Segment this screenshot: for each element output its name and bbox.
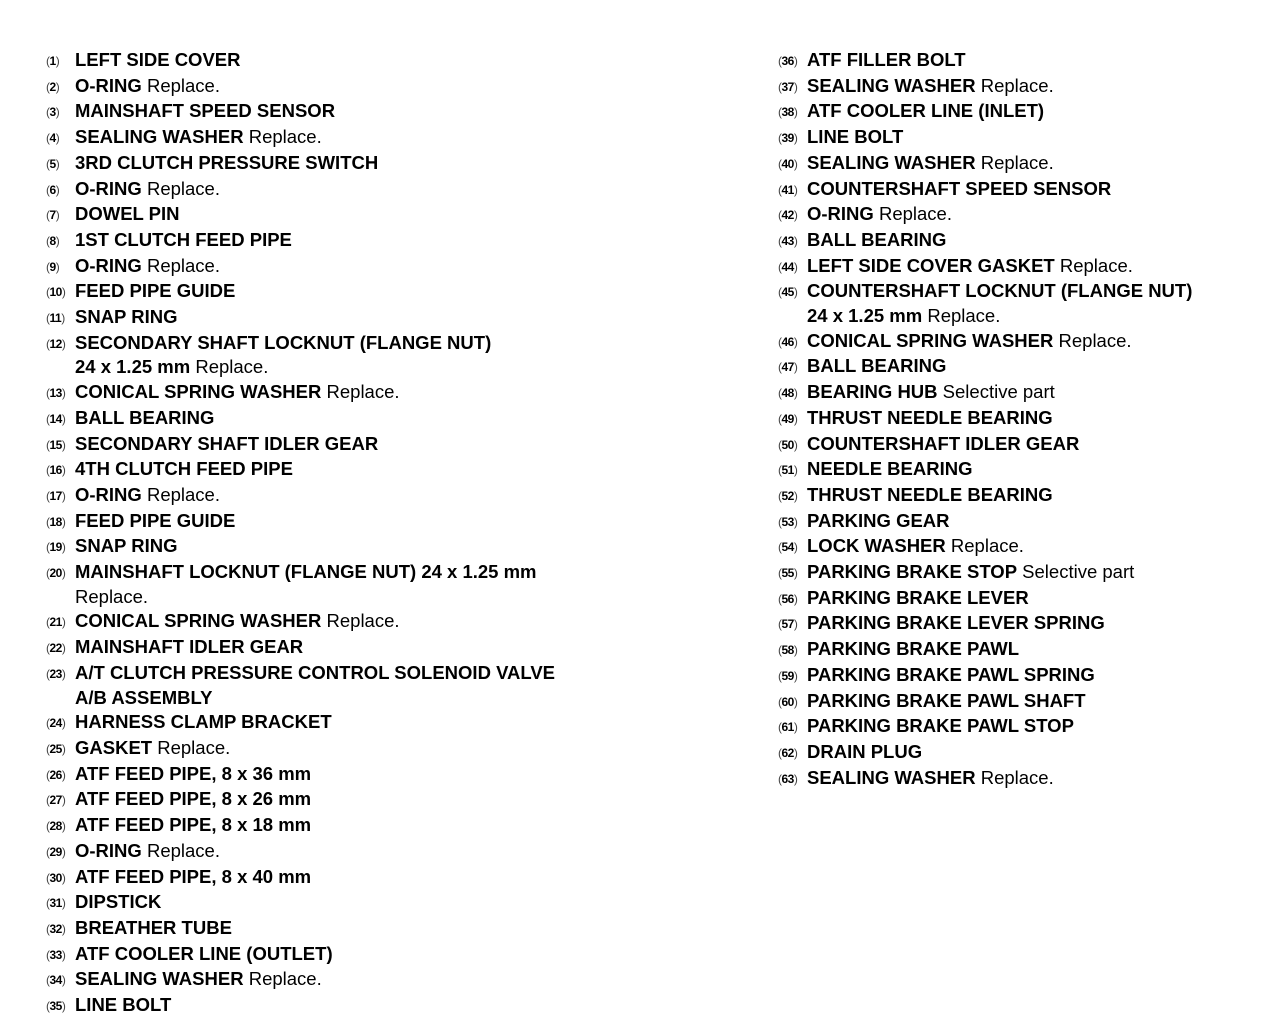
part-name: MAINSHAFT IDLER GEAR xyxy=(75,636,304,658)
part-name: O-RING xyxy=(75,839,142,861)
part-name: LEFT SIDE COVER xyxy=(75,49,241,70)
part-name: COUNTERSHAFT LOCKNUT (FLANGE NUT) xyxy=(807,280,1193,302)
part-number: ( 59 ) xyxy=(778,663,807,689)
part-number: ( 61 ) xyxy=(778,714,807,740)
part-note: Replace. xyxy=(157,736,231,758)
part-description xyxy=(807,125,903,150)
part-list-item xyxy=(46,99,686,125)
part-list-item xyxy=(778,637,1268,663)
part-name: COUNTERSHAFT SPEED SENSOR xyxy=(807,177,1112,199)
part-list-item xyxy=(46,787,686,813)
part-name: PARKING BRAKE PAWL STOP xyxy=(807,715,1074,737)
part-name: CONICAL SPRING WASHER xyxy=(75,610,322,632)
part-note: Replace. xyxy=(146,254,220,276)
part-list-item xyxy=(46,509,686,535)
part-note: Replace. xyxy=(980,74,1054,96)
part-description xyxy=(807,740,922,765)
part-description xyxy=(75,305,177,330)
part-description xyxy=(75,151,378,176)
part-list-item xyxy=(778,560,1268,586)
part-description-line xyxy=(807,279,1192,304)
parts-list-right-column xyxy=(778,48,1268,791)
part-list-item xyxy=(778,354,1268,380)
part-list-item xyxy=(778,380,1268,406)
part-list-item xyxy=(46,813,686,839)
part-name: 4TH CLUTCH FEED PIPE xyxy=(75,458,293,480)
part-list-item xyxy=(778,177,1268,203)
part-name: SNAP RING xyxy=(75,535,178,557)
part-name: O-RING xyxy=(75,177,142,199)
part-number: ( 33 ) xyxy=(46,942,75,968)
part-description xyxy=(807,457,973,482)
part-name: BALL BEARING xyxy=(807,228,947,250)
part-number: ( 38 ) xyxy=(778,99,807,125)
part-number: ( 46 ) xyxy=(778,329,807,355)
part-list-item xyxy=(46,254,686,280)
part-number: ( 22 ) xyxy=(46,635,75,661)
part-number: ( 41 ) xyxy=(778,177,807,203)
part-description xyxy=(75,331,491,380)
part-number: ( 28 ) xyxy=(46,813,75,839)
part-list-item xyxy=(46,839,686,865)
part-list-item xyxy=(46,993,686,1019)
part-description-line xyxy=(75,661,555,686)
part-number: ( 12 ) xyxy=(46,331,75,357)
part-description xyxy=(807,48,966,73)
part-list-item xyxy=(778,509,1268,535)
part-number: ( 56 ) xyxy=(778,586,807,612)
part-description xyxy=(75,942,333,967)
part-name: ATF COOLER LINE (INLET) xyxy=(807,100,1045,122)
part-list-item xyxy=(778,432,1268,458)
part-note: Replace. xyxy=(146,483,220,505)
part-description xyxy=(75,74,220,99)
part-list-item xyxy=(46,560,686,609)
part-note: Replace. xyxy=(75,585,149,607)
part-number: ( 62 ) xyxy=(778,740,807,766)
part-number: ( 27 ) xyxy=(46,787,75,813)
part-list-item xyxy=(46,125,686,151)
part-description xyxy=(75,635,303,660)
part-number: ( 39 ) xyxy=(778,125,807,151)
part-name-continued: 24 x 1.25 mm xyxy=(807,305,923,327)
part-description xyxy=(75,48,241,73)
part-description xyxy=(75,406,214,431)
part-name: LINE BOLT xyxy=(807,126,904,148)
part-description xyxy=(75,509,235,534)
part-list-item xyxy=(46,916,686,942)
part-number: ( 51 ) xyxy=(778,457,807,483)
part-note: Replace. xyxy=(146,74,220,96)
part-description xyxy=(75,916,232,941)
part-number: ( 13 ) xyxy=(46,380,75,406)
part-number: ( 10 ) xyxy=(46,279,75,305)
part-list-item xyxy=(778,766,1268,792)
part-list-item xyxy=(46,331,686,380)
part-name: ATF FEED PIPE, 8 x 40 mm xyxy=(75,865,312,887)
part-name: THRUST NEEDLE BEARING xyxy=(807,406,1053,428)
part-number: ( 4 ) xyxy=(46,125,75,151)
part-name-continued: A/B ASSEMBLY xyxy=(75,686,213,708)
part-name: PARKING BRAKE PAWL SPRING xyxy=(807,663,1095,685)
part-list-item xyxy=(46,305,686,331)
part-name: THRUST NEEDLE BEARING xyxy=(807,483,1053,505)
part-number: ( 23 ) xyxy=(46,661,75,687)
part-note: Replace. xyxy=(326,610,400,632)
part-list-item xyxy=(778,714,1268,740)
part-description-line xyxy=(75,331,491,356)
part-name: MAINSHAFT SPEED SENSOR xyxy=(75,100,336,122)
part-list-item xyxy=(46,228,686,254)
parts-list-left-column xyxy=(46,48,686,1019)
part-list-item xyxy=(46,609,686,635)
part-name: PARKING BRAKE PAWL xyxy=(807,638,1020,660)
part-description xyxy=(75,380,400,405)
part-name: DIPSTICK xyxy=(75,891,162,913)
part-name: CONICAL SPRING WASHER xyxy=(75,381,322,403)
part-list-item xyxy=(46,483,686,509)
part-list-item xyxy=(778,586,1268,612)
part-note: Replace. xyxy=(248,968,322,990)
part-name: O-RING xyxy=(75,254,142,276)
part-list-item xyxy=(46,534,686,560)
part-description xyxy=(75,228,292,253)
part-list-item xyxy=(778,254,1268,280)
part-number: ( 55 ) xyxy=(778,560,807,586)
part-name: A/T CLUTCH PRESSURE CONTROL SOLENOID VALVE xyxy=(75,661,555,683)
part-name: O-RING xyxy=(807,203,874,225)
part-description xyxy=(807,279,1192,328)
part-note: Replace. xyxy=(146,177,220,199)
part-list-item xyxy=(46,380,686,406)
part-number: ( 17 ) xyxy=(46,483,75,509)
part-number: ( 35 ) xyxy=(46,993,75,1019)
part-description xyxy=(75,710,332,735)
part-number: ( 37 ) xyxy=(778,74,807,100)
part-description xyxy=(75,813,311,838)
part-list-item xyxy=(778,202,1268,228)
part-list-item xyxy=(778,663,1268,689)
part-number: ( 63 ) xyxy=(778,766,807,792)
part-name: FEED PIPE GUIDE xyxy=(75,509,236,531)
part-number: ( 58 ) xyxy=(778,637,807,663)
part-note: Selective part xyxy=(1022,561,1135,583)
part-list-item xyxy=(46,710,686,736)
part-number: ( 26 ) xyxy=(46,762,75,788)
part-description xyxy=(75,890,161,915)
part-description xyxy=(807,611,1105,636)
part-name: PARKING BRAKE PAWL SHAFT xyxy=(807,689,1086,711)
part-description xyxy=(807,354,946,379)
part-name: PARKING GEAR xyxy=(807,509,950,531)
part-number: ( 14 ) xyxy=(46,406,75,432)
part-description xyxy=(75,457,293,482)
part-name: DOWEL PIN xyxy=(75,203,180,225)
part-number: ( 15 ) xyxy=(46,432,75,458)
part-description-line xyxy=(75,686,555,711)
part-description-line xyxy=(807,304,1192,329)
part-description xyxy=(807,99,1044,124)
part-description xyxy=(807,766,1054,791)
part-name: MAINSHAFT LOCKNUT (FLANGE NUT) 24 x 1.25 mm xyxy=(75,561,537,583)
part-list-item xyxy=(46,942,686,968)
part-name: SEALING WASHER xyxy=(807,766,976,788)
part-number: ( 49 ) xyxy=(778,406,807,432)
part-list-item xyxy=(46,432,686,458)
part-description xyxy=(75,177,220,202)
part-number: ( 42 ) xyxy=(778,202,807,228)
part-number: ( 3 ) xyxy=(46,99,75,125)
part-description xyxy=(807,254,1133,279)
part-description xyxy=(807,202,952,227)
part-number: ( 48 ) xyxy=(778,380,807,406)
part-description xyxy=(75,432,378,457)
part-number: ( 50 ) xyxy=(778,432,807,458)
part-number: ( 36 ) xyxy=(778,48,807,74)
part-description xyxy=(807,329,1132,354)
part-number: ( 60 ) xyxy=(778,689,807,715)
part-name: SECONDARY SHAFT LOCKNUT (FLANGE NUT) xyxy=(75,331,492,353)
part-number: ( 6 ) xyxy=(46,177,75,203)
part-description xyxy=(75,609,400,634)
part-description xyxy=(75,125,322,150)
part-description xyxy=(807,509,950,534)
part-number: ( 47 ) xyxy=(778,354,807,380)
part-description xyxy=(807,228,946,253)
part-name: SECONDARY SHAFT IDLER GEAR xyxy=(75,432,379,454)
part-number: ( 30 ) xyxy=(46,865,75,891)
part-name: ATF FEED PIPE, 8 x 18 mm xyxy=(75,814,312,836)
part-number: ( 16 ) xyxy=(46,457,75,483)
part-number: ( 57 ) xyxy=(778,611,807,637)
part-description xyxy=(807,714,1074,739)
part-name: SEALING WASHER xyxy=(75,126,244,148)
part-description xyxy=(807,534,1024,559)
part-list-item xyxy=(46,457,686,483)
part-number: ( 20 ) xyxy=(46,560,75,586)
part-list-item xyxy=(778,279,1268,328)
part-number: ( 2 ) xyxy=(46,74,75,100)
part-name: CONICAL SPRING WASHER xyxy=(807,329,1054,351)
part-description xyxy=(75,865,311,890)
part-number: ( 18 ) xyxy=(46,509,75,535)
part-name: ATF FEED PIPE, 8 x 36 mm xyxy=(75,762,312,784)
part-number: ( 5 ) xyxy=(46,151,75,177)
part-list-item xyxy=(778,99,1268,125)
part-note: Replace. xyxy=(248,126,322,148)
part-note: Replace. xyxy=(1059,254,1133,276)
part-description xyxy=(807,689,1086,714)
part-description xyxy=(75,967,322,992)
part-list-item xyxy=(46,661,686,710)
part-description xyxy=(807,432,1079,457)
part-list-item xyxy=(46,48,686,74)
part-name: LINE BOLT xyxy=(75,994,172,1016)
part-description xyxy=(75,787,311,812)
part-number: ( 7 ) xyxy=(46,202,75,228)
part-number: ( 21 ) xyxy=(46,609,75,635)
part-description xyxy=(75,736,230,761)
part-name: ATF COOLER LINE (OUTLET) xyxy=(75,942,333,964)
part-name: O-RING xyxy=(75,483,142,505)
part-number: ( 44 ) xyxy=(778,254,807,280)
part-description xyxy=(75,279,235,304)
part-list-item xyxy=(778,611,1268,637)
part-description xyxy=(807,380,1055,405)
part-list-item xyxy=(778,74,1268,100)
part-name: SEALING WASHER xyxy=(75,968,244,990)
part-number: ( 32 ) xyxy=(46,916,75,942)
part-note: Replace. xyxy=(950,535,1024,557)
part-list-item xyxy=(778,329,1268,355)
part-name: ATF FILLER BOLT xyxy=(807,49,966,70)
part-note: Replace. xyxy=(326,381,400,403)
part-note: Replace. xyxy=(878,203,952,225)
part-description xyxy=(75,993,171,1018)
part-name: BEARING HUB xyxy=(807,381,938,403)
part-name: O-RING xyxy=(75,74,142,96)
part-name: SNAP RING xyxy=(75,306,178,328)
part-list-item xyxy=(46,865,686,891)
part-name: PARKING BRAKE LEVER SPRING xyxy=(807,612,1105,634)
part-list-item xyxy=(46,177,686,203)
part-number: ( 40 ) xyxy=(778,151,807,177)
part-name: DRAIN PLUG xyxy=(807,740,923,762)
part-name: NEEDLE BEARING xyxy=(807,458,973,480)
part-note: Replace. xyxy=(980,151,1054,173)
part-description xyxy=(807,406,1053,431)
part-name: SEALING WASHER xyxy=(807,151,976,173)
part-description xyxy=(75,661,555,710)
part-list-item xyxy=(46,890,686,916)
part-number: ( 54 ) xyxy=(778,534,807,560)
part-list-item xyxy=(778,125,1268,151)
part-name: GASKET xyxy=(75,736,153,758)
part-list-item xyxy=(778,48,1268,74)
part-number: ( 29 ) xyxy=(46,839,75,865)
part-description xyxy=(807,560,1134,585)
part-description xyxy=(75,202,180,227)
part-list-item xyxy=(46,151,686,177)
part-name: FEED PIPE GUIDE xyxy=(75,280,236,302)
part-description xyxy=(807,177,1111,202)
part-note: Replace. xyxy=(927,305,1001,327)
part-description xyxy=(75,99,335,124)
part-name: SEALING WASHER xyxy=(807,74,976,96)
part-list-item xyxy=(778,406,1268,432)
part-number: ( 45 ) xyxy=(778,279,807,305)
part-list-item xyxy=(778,740,1268,766)
part-description xyxy=(807,663,1095,688)
part-name-continued: 24 x 1.25 mm xyxy=(75,356,191,378)
part-name: BREATHER TUBE xyxy=(75,916,232,938)
part-number: ( 52 ) xyxy=(778,483,807,509)
part-list-item xyxy=(46,967,686,993)
part-description-line xyxy=(75,355,491,380)
part-list-item xyxy=(778,534,1268,560)
part-description xyxy=(807,151,1054,176)
part-number: ( 53 ) xyxy=(778,509,807,535)
part-description xyxy=(807,483,1053,508)
part-note: Replace. xyxy=(1058,329,1132,351)
part-number: ( 31 ) xyxy=(46,890,75,916)
part-name: 1ST CLUTCH FEED PIPE xyxy=(75,228,292,250)
part-description-line xyxy=(75,585,537,610)
part-number: ( 1 ) xyxy=(46,48,75,74)
part-list-item xyxy=(778,228,1268,254)
part-description xyxy=(75,560,537,609)
part-number: ( 24 ) xyxy=(46,710,75,736)
part-description-line xyxy=(75,560,537,585)
part-list-item xyxy=(46,74,686,100)
part-note: Replace. xyxy=(980,766,1054,788)
part-list-item xyxy=(46,406,686,432)
part-name: LEFT SIDE COVER GASKET xyxy=(807,254,1055,276)
part-list-item xyxy=(778,151,1268,177)
part-name: COUNTERSHAFT IDLER GEAR xyxy=(807,432,1080,454)
part-name: 3RD CLUTCH PRESSURE SWITCH xyxy=(75,151,379,173)
part-number: ( 8 ) xyxy=(46,228,75,254)
part-list-item xyxy=(778,483,1268,509)
part-list-item xyxy=(46,736,686,762)
part-description xyxy=(807,637,1019,662)
part-name: BALL BEARING xyxy=(807,355,947,377)
part-note: Selective part xyxy=(942,381,1055,403)
part-list-item xyxy=(778,457,1268,483)
part-number: ( 43 ) xyxy=(778,228,807,254)
part-number: ( 11 ) xyxy=(46,305,75,331)
part-name: HARNESS CLAMP BRACKET xyxy=(75,711,332,733)
part-name: PARKING BRAKE LEVER xyxy=(807,586,1029,608)
part-description xyxy=(75,839,220,864)
part-description xyxy=(75,534,177,559)
part-name: BALL BEARING xyxy=(75,406,215,428)
part-number: ( 34 ) xyxy=(46,967,75,993)
part-list-item xyxy=(46,635,686,661)
part-name: PARKING BRAKE STOP xyxy=(807,561,1018,583)
part-description xyxy=(75,762,311,787)
part-note: Replace. xyxy=(195,356,269,378)
part-note: Replace. xyxy=(146,839,220,861)
part-description xyxy=(75,483,220,508)
part-list-item xyxy=(46,279,686,305)
part-name: ATF FEED PIPE, 8 x 26 mm xyxy=(75,788,312,810)
part-description xyxy=(75,254,220,279)
part-list-item xyxy=(46,762,686,788)
part-number: ( 19 ) xyxy=(46,534,75,560)
part-list-item xyxy=(778,689,1268,715)
part-description xyxy=(807,586,1029,611)
part-list-item xyxy=(46,202,686,228)
part-number: ( 25 ) xyxy=(46,736,75,762)
part-description xyxy=(807,74,1054,99)
part-number: ( 9 ) xyxy=(46,254,75,280)
part-name: LOCK WASHER xyxy=(807,535,946,557)
